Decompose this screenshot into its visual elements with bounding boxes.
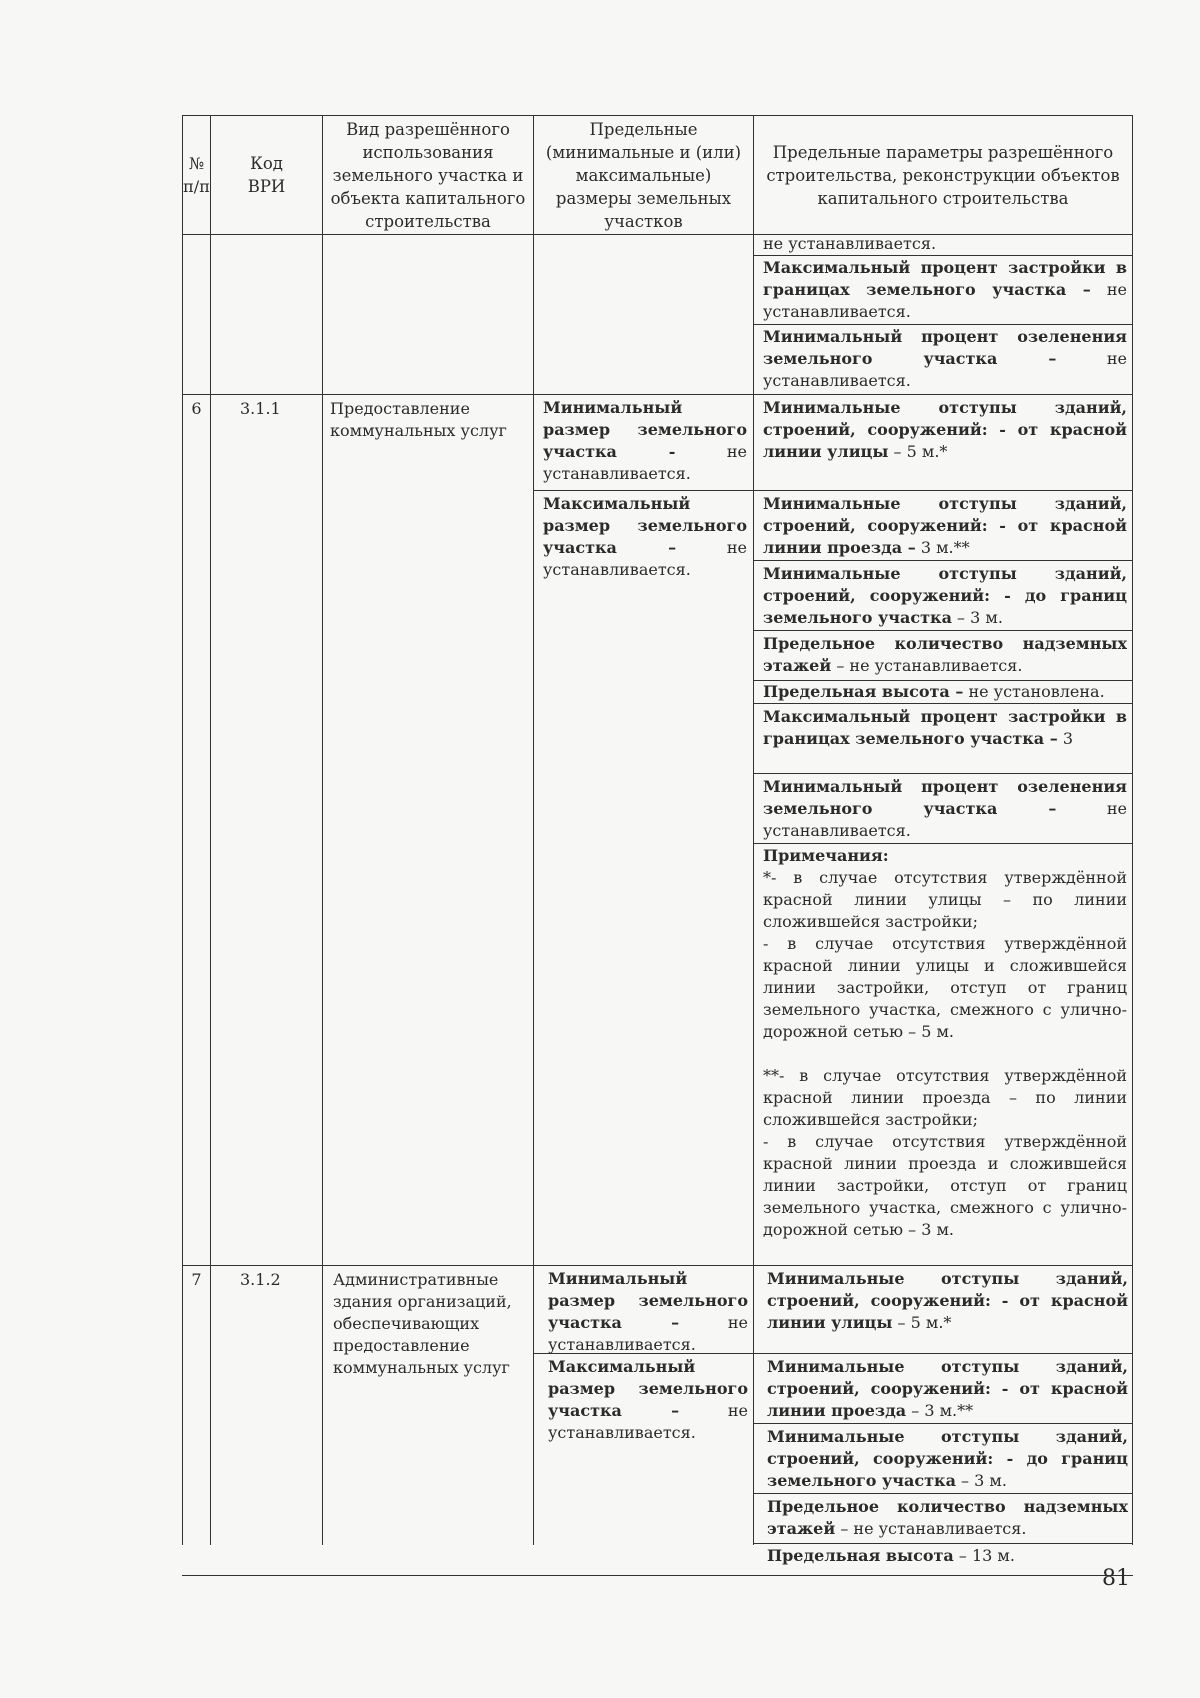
param-label: Предельное количество надземных этажей [763, 634, 1127, 675]
param-setback-boundary [767, 1426, 1128, 1492]
note-item: *- в случае отсутствия утверждённой красной линии улицы – по линии сложившейся застройки; [763, 868, 1127, 931]
size-label: Максимальный размер земельного участка – [548, 1357, 748, 1420]
note-spacer [763, 1043, 1127, 1065]
notes-title: Примечания: [763, 846, 889, 865]
param-value: 3 м.** [920, 538, 970, 557]
param-label: Минимальные отступы зданий, строений, сооружений: - до границ земельного участка [767, 1427, 1128, 1490]
header-code: Код ВРИ [247, 154, 286, 196]
param-label: Предельное количество надземных этажей [767, 1497, 1128, 1538]
row-code: 3.1.1 [240, 399, 281, 418]
param-label: Минимальные отступы зданий, строений, сооружений: - до границ земельного участка [763, 564, 1127, 627]
param-label: Предельная высота [767, 1546, 954, 1565]
size-value: не устанавливается. [543, 538, 747, 579]
header-number: № п/п [183, 154, 210, 196]
min-plot-size [543, 397, 747, 485]
size-value: не устанавливается. [543, 442, 747, 483]
param-value: 3 [1062, 729, 1074, 748]
header-parameters: Предельные параметры разрешённого строительства, реконструкции объектов капитального строительства [766, 142, 1120, 208]
param-value: – 5 м.* [893, 442, 948, 461]
table-border [753, 703, 1133, 704]
table-border [182, 115, 183, 1545]
table-border [753, 630, 1133, 631]
size-label: Минимальный размер земельного участка - [543, 398, 747, 461]
page-number: 81 [1102, 1566, 1130, 1591]
table-border [753, 255, 1133, 256]
size-value: не устанавливается. [548, 1401, 748, 1442]
note-item: - в случае отсутствия утверждённой красной линии проезда и сложившейся линии застройки, отступ от границ земельного участка, смежного с улично-дорожной сетью – 3 м. [763, 1132, 1127, 1239]
max-plot-size [543, 493, 747, 581]
param-value: не установлена. [968, 682, 1105, 701]
param-label: Минимальный процент озеленения земельного участка – [763, 777, 1127, 818]
table-border [753, 490, 1133, 491]
param-value: – не устанавливается. [836, 656, 1023, 675]
param-value: не устанавливается. [763, 349, 1127, 390]
table-border [753, 560, 1133, 561]
param-min-green [763, 326, 1127, 392]
header-use-type: Вид разрешённого использования земельного участка и объекта капитального строительства [330, 119, 526, 231]
param-max-coverage [763, 257, 1127, 323]
param-label: Минимальный процент озеленения земельного участка – [763, 327, 1127, 368]
table-border [753, 1353, 1133, 1354]
param-setback-street [763, 397, 1127, 463]
table-border [753, 773, 1133, 774]
param-label: Минимальные отступы зданий, строений, сооружений: - от красной линии улицы [763, 398, 1127, 461]
param-label: Предельная высота – [763, 682, 964, 701]
param-value: – 3 м.** [911, 1401, 974, 1420]
table-border [533, 490, 753, 491]
table-border [322, 115, 323, 1545]
param-setback-passage [767, 1356, 1128, 1422]
param-height [763, 681, 1127, 703]
param-setback-street [767, 1268, 1128, 1334]
row-use-type: Административные здания организаций, обеспечивающих предоставление коммунальных услуг [333, 1270, 512, 1377]
table-border [533, 115, 534, 1545]
param-label: Максимальный процент застройки в границах земельного участка – [763, 707, 1127, 748]
table-border [753, 1423, 1133, 1424]
header-plot-size: Предельные (минимальные и (или) максимальные) размеры земельных участков [545, 119, 742, 231]
table-border [182, 1575, 1133, 1576]
param-setback-boundary [763, 563, 1127, 629]
param-setback-passage [763, 493, 1127, 559]
param-value: – 3 м. [961, 1471, 1007, 1490]
param-height [767, 1545, 1128, 1567]
note-item: **- в случае отсутствия утверждённой красной линии проезда – по линии сложившейся застройки; [763, 1066, 1127, 1129]
max-plot-size [548, 1356, 748, 1444]
table-border [182, 394, 1133, 395]
min-plot-size [548, 1268, 748, 1356]
size-label: Максимальный размер земельного участка – [543, 494, 747, 557]
param-min-green [763, 776, 1127, 842]
table-border [753, 843, 1133, 844]
param-value: – 13 м. [958, 1546, 1015, 1565]
table-border [753, 1543, 1133, 1544]
param-value: – 5 м.* [897, 1313, 952, 1332]
param-label: Максимальный процент застройки в границах земельного участка – [763, 258, 1127, 299]
param-value: не устанавливается. [763, 799, 1127, 840]
notes [763, 845, 1127, 1263]
param-floors [767, 1496, 1128, 1540]
param-label: Минимальные отступы зданий, строений, сооружений: - от красной линии улицы [767, 1269, 1128, 1332]
table-border [753, 324, 1133, 325]
note-item: - в случае отсутствия утверждённой красной линии улицы и сложившейся линии застройки, отступ от границ земельного участка, смежного с улично-дорожной сетью – 5 м. [763, 934, 1127, 1041]
size-label: Минимальный размер земельного участка – [548, 1269, 748, 1332]
param-value: – не устанавливается. [840, 1519, 1027, 1538]
row-number: 6 [191, 399, 202, 418]
row-code: 3.1.2 [240, 1270, 281, 1289]
param-continuation: не устанавливается. [763, 234, 937, 253]
size-value: не устанавливается. [548, 1313, 748, 1354]
table-border [210, 115, 211, 1545]
param-floors [763, 633, 1127, 677]
table-border [753, 115, 754, 1545]
table-border [1132, 115, 1133, 1545]
row-use-type: Предоставление коммунальных услуг [330, 399, 507, 440]
param-value: не устанавливается. [763, 280, 1127, 321]
param-max-coverage [763, 706, 1127, 750]
param-label: Минимальные отступы зданий, строений, сооружений: - от красной линии проезда – [763, 494, 1127, 557]
table-border [182, 1265, 1133, 1266]
table-border [753, 1493, 1133, 1494]
param-value: – 3 м. [957, 608, 1003, 627]
param-label: Минимальные отступы зданий, строений, сооружений: - от красной линии проезда [767, 1357, 1128, 1420]
row-number: 7 [191, 1270, 202, 1289]
